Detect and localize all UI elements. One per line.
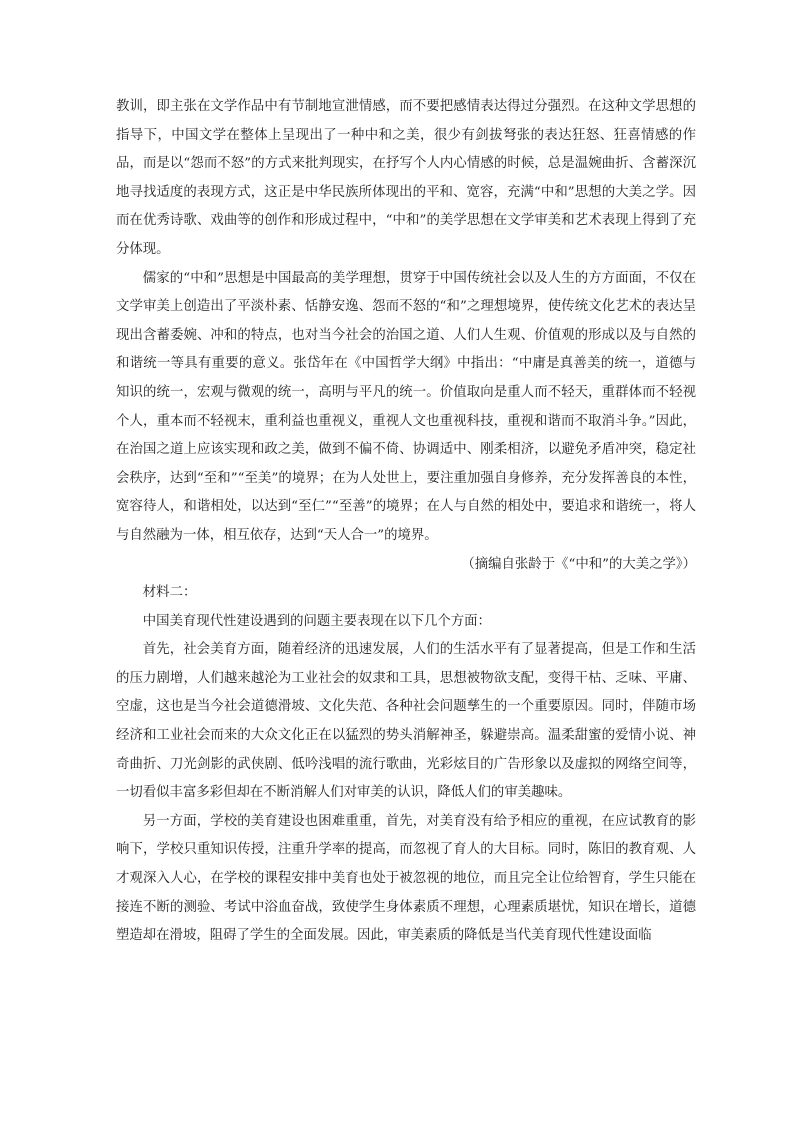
source-citation: （摘编自张龄于《“中和”的大美之学》） [461,556,696,572]
paragraph-intro: 中国美育现代性建设遇到的问题主要表现在以下几个方面： [142,613,491,629]
paragraph-social-aesthetic-education: 首先，社会美育方面，随着经济的迅速发展，人们的生活水平有了显著提高，但是工作和生活的压力剧增，人们越来越沦为工业社会的奴隶和工具，思想被物欲支配，变得干枯、乏味、平庸、空虚，这也是当今社会道德滑坡、文化失范、各种社会问题孳生的一个重要原因。同时，伴随市场经济和工业社会而来的大众文化正在以猛烈的势头消解神圣，躲避崇高。温柔甜蜜的爱情小说、神奇曲折、刀光剑影的武侠剧、低吟浅唱的流行歌曲，光彩炫目的广告形象以及虚拟的网络空间等，一切看似丰富多彩但却在不断消解人们对审美的认识，降低人们的审美趣味。 [116,642,696,801]
document-body [116,93,696,951]
section-heading-material-two: 材料二： [142,585,197,601]
paragraph-continuation: 教训，即主张在文学作品中有节制地宣泄情感，而不要把感情表达得过分强烈。在这种文学思想的指导下，中国文学在整体上呈现出了一种中和之美，很少有剑拔弩张的表达狂怒、狂喜情感的作品，而是以“怨而不怒”的方式来批判现实，在抒写个人内心情感的时候，总是温婉曲折、含蓄深沉地寻找适度的表现方式，这正是中华民族所体现出的平和、宽容，充满“中和”思想的大美之学。因而在优秀诗歌、戏曲等的创作和形成过程中，“中和”的美学思想在文学审美和艺术表现上得到了充分体现。 [116,99,696,257]
paragraph-school-aesthetic-education: 另一方面，学校的美育建设也困难重重，首先，对美育没有给予相应的重视，在应试教育的影响下，学校只重知识传授，注重升学率的提高，而忽视了育人的大目标。同时，陈旧的教育观、人才观深入人心，在学校的课程安排中美育也处于被忽视的地位，而且完全让位给智育，学生只能在接连不断的测验、考试中浴血奋战，致使学生身体素质不理想，心理素质堪忧，知识在增长，道德塑造却在滑坡，阻碍了学生的全面发展。因此，审美素质的降低是当代美育现代性建设面临 [116,813,696,944]
paragraph-zhonghe-ideal: 儒家的“中和”思想是中国最高的美学理想，贯穿于中国传统社会以及人生的方方面面，不仅在文学审美上创造出了平淡朴素、恬静安逸、怨而不怒的“和”之理想境界，使传统文化艺术的表达呈现出含蓄委婉、冲和的特点，也对当今社会的治国之道、人们人生观、价值观的形成以及与自然的和谐统一等具有重要的意义。张岱年在《中国哲学大纲》中指出：“中庸是真善美的统一，道德与知识的统一，宏观与微观的统一，高明与平凡的统一。价值取向是重人而不轻天，重群体而不轻视个人，重本而不轻视末，重利益也重视义，重视人文也重视科技，重视和谐而不取消斗争。”因此，在治国之道上应该实现和政之美，做到不偏不倚、协调适中、刚柔相济，以避免矛盾冲突，稳定社会秩序，达到“至和”“至美”的境界；在为人处世上，要注重加强自身修养，充分发挥善良的本性，宽容待人，和谐相处，以达到“至仁”“至善”的境界；在人与自然的相处中，要追求和谐统一，将人与自然融为一体，相互依存，达到“天人合一”的境界。 [116,270,696,543]
